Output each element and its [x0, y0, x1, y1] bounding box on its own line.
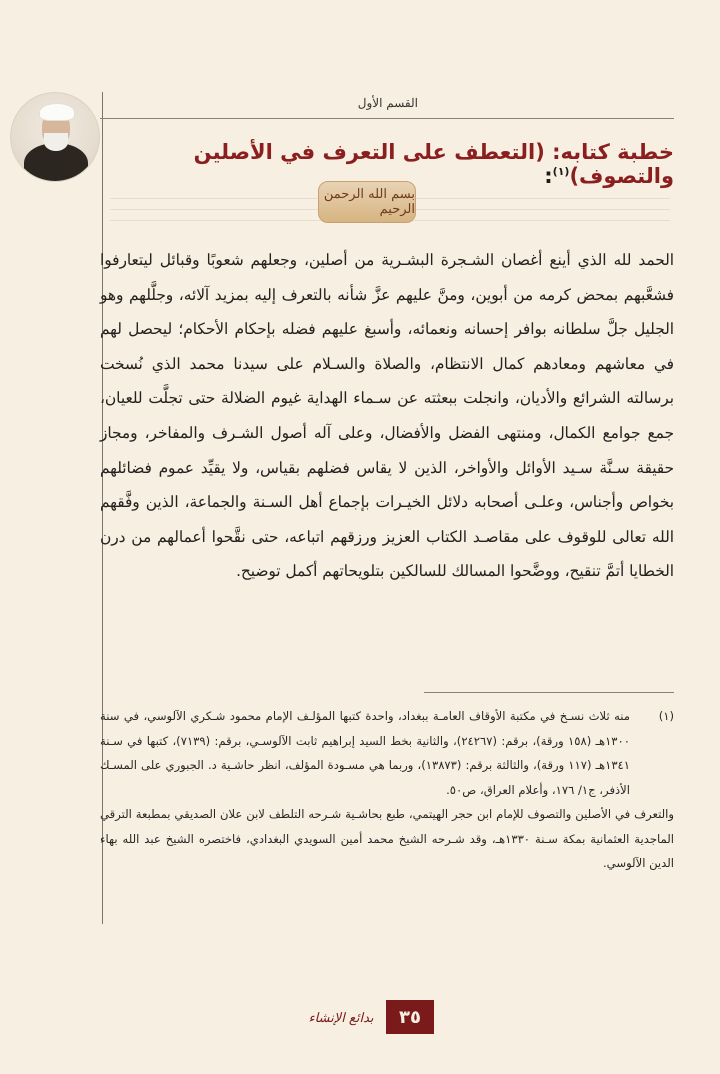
heading-footnote-ref: (١) — [552, 165, 570, 178]
page-footer — [300, 1000, 450, 1036]
body-paragraph: الحمد لله الذي أينع أغصان الشـجرة البشـرية من أصلين، وجعلهم شعوبًا وقبائل ليتعارفوا فشعَّبهم بمحض كرمه من أبوين، ومنَّ عليهم عزَّ شأنه بالتعرف إليه بمزيد آلائه، وجلَّلهم وهو الجليل جلَّ سلطانه بوافر إحسانه ونعمائه، وأسبغ عليهم فضله بإحكام الأحكام؛ ليحصل لهم في معاشهم ومعادهم كمال الانتظام، والصلاة والسـلام على سيدنا محمد الذي نُسخت برسالته الشرائع والأديان، وانجلت ببعثته عن سـماء الهداية غيوم الضلالة حتى تجلَّت للعيان، جمع جوامع الكمال، ومنتهى الفضل والأفضال، وعلى آله أصول الشـرف والمفاخر، ومجاز حقيقة سـنَّة سـيد الأوائل والأواخر، الذين لا يقاس فضلهم بقياس، ولا يقيِّد عموم فضائلهم بخواص وأجناس، وعلـى أصحابه دلائل الخيـرات بإجماع أهل السـنة والجماعة، الذين وفَّقهم الله تعالى للوقوف على مقاصـد الكتاب العزيز ورزقهم اتباعه، حتى نقَّحوا أعمالهم من درن الخطايا أتمَّ تنقيح، ووضَّحوا المسالك للسالكين بتلويحاتهم أكمل توضيح. — [100, 251, 674, 581]
heading-text: خطبة كتابه: (التعطف على التعرف في الأصلين والتصوف) — [193, 140, 674, 188]
footnote-text: منه ثلاث نسـخ في مكتبة الأوقاف العامـة ببغداد، واحدة كتبها المؤلـف الإمام محمود شـكري الآلوسي، في سنة ١٣٠٠هـ (١٥٨ ورقة)، برقم: (٢٤٢٦٧)، والثانية بخط السيد إبراهيم ثابت الآلوسـي، برقم: (٧١٣٩)، كتبها في سـنة ١٣٤١هـ (١١٧ ورقة)، والثالثة برقم: (١٣٨٧٣)، وربما هي مسـودة المؤلف، انظر حاشـية د. الجبوري على المسـك الأذفر، ج١/ ١٧٦، وأعلام العراق، ص٥٠. — [100, 709, 631, 797]
footnote-number: (١) — [658, 709, 674, 723]
page-number: ٣٥ — [386, 1000, 434, 1034]
footnote-1 — [100, 704, 674, 802]
basmala-ornament: بسم الله الرحمن الرحيم — [318, 181, 416, 223]
footnote-text: والتعرف في الأصلين والتصوف للإمام ابن حجر الهيتمي، طبع بحاشـية شـرحه التلطف لابن علان الصديقي بمطبعة الترقي الماجدية العثمانية بمكة سـنة ١٣٣٠هـ، وقد شـرحه الشيخ محمد أمين السويدي البغدادي، فاختصره الشيخ عبد الله بهاء الدين الآلوسي. — [100, 807, 674, 870]
header-rule — [100, 118, 674, 119]
footnotes — [100, 704, 674, 876]
section-title: القسم الأول — [357, 96, 418, 110]
book-logo: بدائع الإنشاء — [308, 1010, 374, 1026]
heading-suffix: : — [544, 164, 553, 188]
author-portrait — [10, 92, 100, 182]
footnote-2 — [100, 802, 674, 876]
section-header — [100, 96, 674, 126]
footnote-rule — [424, 692, 674, 693]
